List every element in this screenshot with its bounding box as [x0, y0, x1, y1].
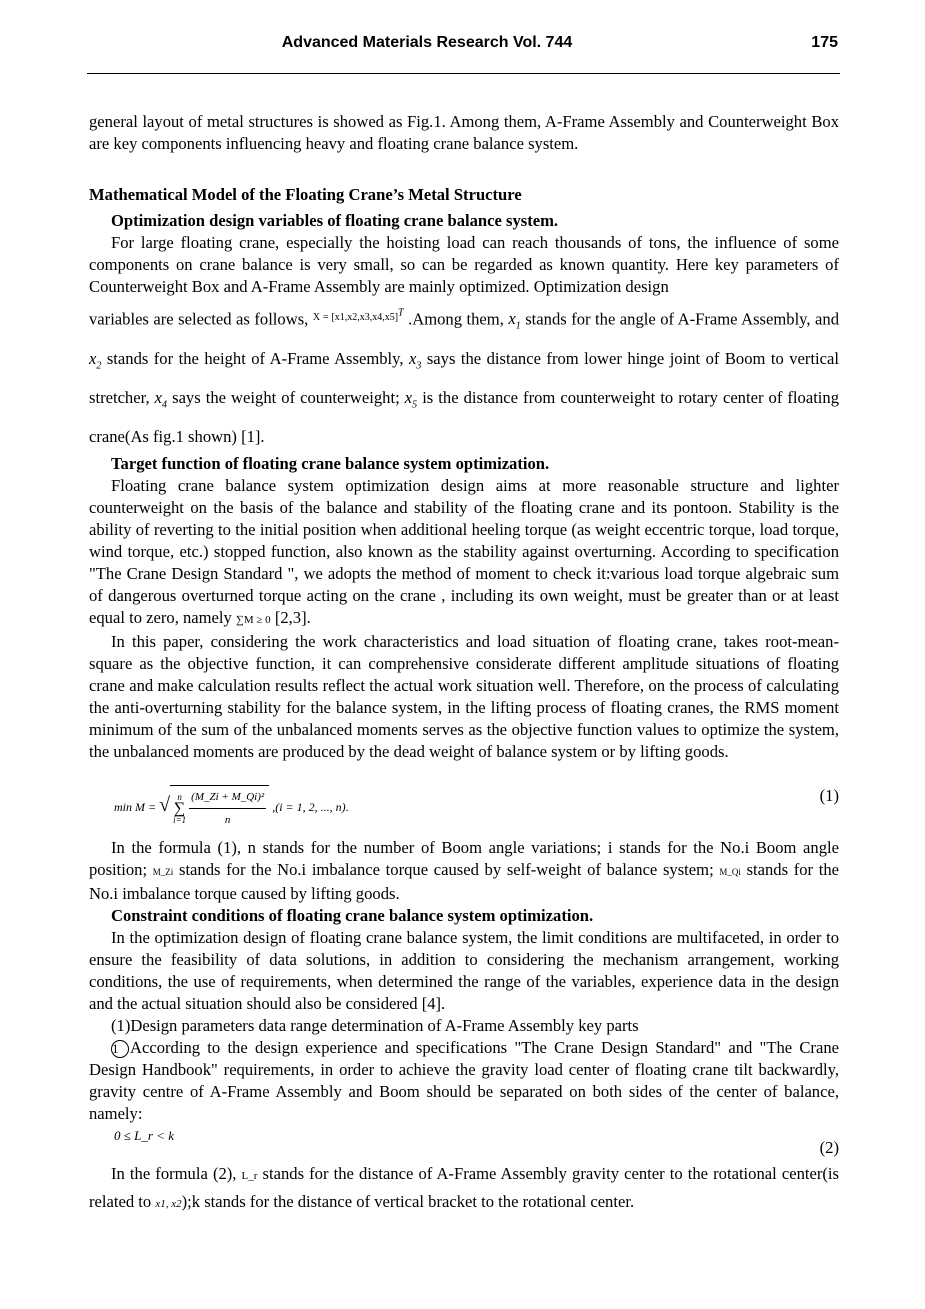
text-run: stands for the distance of A-Frame Assembly gravity center to the rotational center(is related to [89, 1164, 839, 1212]
circled-number-marker: 1 [111, 1040, 129, 1058]
text-run: .Among them, [408, 309, 504, 329]
text-run: Floating crane balance system optimization design aims at more reasonable structure and lighter counterweight on the basis of the balance and stability of the floating crane and its pontoon. Stability is the ability of reverting to the initial position when additional heeling torque (as weight eccentric torque, load torque, wind torque, etc.) stopped function, also known as the stability against overturning. According to specification "The Crane Design Standard ", we adopts the method of moment to check it:various load torque algebraic sum of dangerous overturned torque acting on the crane , including its own weight, must be greater than or at least equal to zero, namely [89, 476, 839, 628]
eq1-lhs: min M = [114, 800, 157, 815]
section-title: Mathematical Model of the Floating Crane’s Metal Structure [89, 185, 522, 204]
intro-paragraph: general layout of metal structures is showed as Fig.1. Among them, A-Frame Assembly and Counterweight Box are key components influencing heavy and floating crane balance system. [89, 112, 839, 153]
text-run: stands for the angle of A-Frame Assembly, and [525, 309, 839, 329]
variables-paragraph-1: For large floating crane, especially the hoisting load can reach thousands of tons, the influence of some components on crane balance is very small, so can be regarded as known quantity. Here key parameters of Counterweight Box and A-Frame Assembly are mainly optimized. Optimization design [89, 233, 839, 296]
var-x2: $x_2$ [89, 348, 102, 371]
eq1-explanation [89, 837, 839, 905]
sigma-symbol: ∑ [173, 799, 186, 817]
citation: [2,3]. [274, 608, 311, 628]
summation [173, 793, 186, 825]
text-run: stands for the No.i imbalance torque caused by self-weight of balance system; [178, 860, 714, 880]
text-run: In the formula (2), [111, 1164, 237, 1184]
eq1-condition: ,(i = 1, 2, ..., n) [272, 800, 346, 815]
sqrt-sign: √ [159, 794, 171, 817]
subsection-title-variables: Optimization design variables of floating crane balance system. [111, 211, 559, 230]
target-paragraph-2: In this paper, considering the work characteristics and load situation of floating crane, takes root-mean-square as the objective function, it can comprehensive considerate different amplitude situations of floating crane and make calculation results reflect the actual work situation well. Therefore, on the process of calculating the anti-overturning stability for the balance system, in the lifting process of floating cranes, the RMS moment minimum of the sum of the unbalanced moments serves as the objective function values to optimize the system, the unbalanced moments are produced by the dead weight of balance system or by lifting goods. [89, 632, 839, 762]
transpose-sup: T [398, 308, 404, 319]
numerator: (M_Zi + M_Qi)² [189, 786, 266, 809]
fraction [189, 786, 266, 831]
sum-moment-formula: ∑M ≥ 0 [236, 614, 271, 627]
sqrt-body [170, 785, 269, 831]
text-run: stands for the No.i imbalance torque caused by lifting goods. [89, 860, 840, 904]
var-x1: $x_1$ [508, 309, 521, 332]
page-number: 175 [811, 34, 838, 51]
sum-lower: i=1 [173, 814, 187, 825]
text-run: According to the design experience and specifications "The Crane Design Standard" and "The Crane Design Handbook" requirements, in order to achieve the gravity load center of floating crane tilt backwardly, gravity centre of A-Frame Assembly and Boom should be separated on both sides of the center of balance, namely: [89, 1038, 839, 1124]
text-run: stands for the height of A-Frame Assembly, [106, 348, 404, 368]
target-paragraph-1 [89, 475, 839, 631]
eq2-explanation [89, 1161, 839, 1217]
equation-1-number: (1) [819, 786, 839, 806]
constraints-paragraph-2: (1)Design parameters data range determination of A-Frame Assembly key parts [111, 1016, 639, 1036]
constraints-paragraph-3 [89, 1037, 839, 1125]
running-header [87, 34, 840, 58]
journal-title: Advanced Materials Research Vol. 744 [281, 34, 573, 51]
symbol-mzi: M_Zi [152, 867, 174, 878]
text-run: is the distance from counterweight to rotary center of floating crane(As fig.1 shown) [1]. [89, 387, 840, 447]
symbol-x1-x2: x1, x2 [155, 1198, 182, 1211]
equation-1 [89, 771, 839, 831]
equation-2 [89, 1125, 839, 1158]
denominator: n [224, 814, 231, 827]
constraints-paragraph-1: In the optimization design of floating crane balance system, the limit conditions are multifaceted, in order to ensure the feasibility of data solutions, in addition to considering the mechanism arrangement, working conditions, the use of requirements, when determined the range of the variables, experience data in the design and the actual situation should also be considered [4]. [89, 928, 839, 1014]
var-x5: $x_5$ [404, 387, 418, 411]
var-x3: $x_3$ [408, 348, 422, 371]
symbol-lr: L_r [241, 1170, 258, 1183]
equation-2-expression: 0 ≤ L_r < k [114, 1128, 174, 1144]
subsection-title-constraints: Constraint conditions of floating crane balance system optimization. [111, 906, 594, 926]
text-run: In the formula (1), n stands for the number of Boom angle variations; i stands for the No.i Boom angle position; [89, 838, 839, 880]
design-vector-text: X = [x1,x2,x3,x4,x5] [312, 312, 399, 324]
subsection-title-target: Target function of floating crane balance system optimization. [111, 454, 550, 474]
design-vector [312, 308, 404, 324]
variables-paragraph-2 [89, 298, 839, 453]
text-run: variables are selected as follows, [89, 309, 309, 329]
text-run: says the distance from lower hinge joint of Boom to vertical stretcher, [89, 348, 840, 407]
sum-upper: n [177, 791, 182, 802]
text-run: );k stands for the distance of vertical bracket to the rotational center. [181, 1192, 635, 1212]
equation-1-expression: min M = √ n ∑ i=1 $\frac{\text{(M\_Zi + M\_Qi)²}}{n}$ ,(i = 1, 2, ..., n). [114, 785, 349, 831]
symbol-mqi: M_Qi [719, 867, 741, 878]
header-divider [87, 73, 840, 74]
paper-body [89, 111, 839, 1217]
equation-2-number: (2) [819, 1138, 839, 1158]
text-run: says the weight of counterweight; [172, 387, 400, 407]
var-x4: $x_4$ [154, 387, 168, 411]
